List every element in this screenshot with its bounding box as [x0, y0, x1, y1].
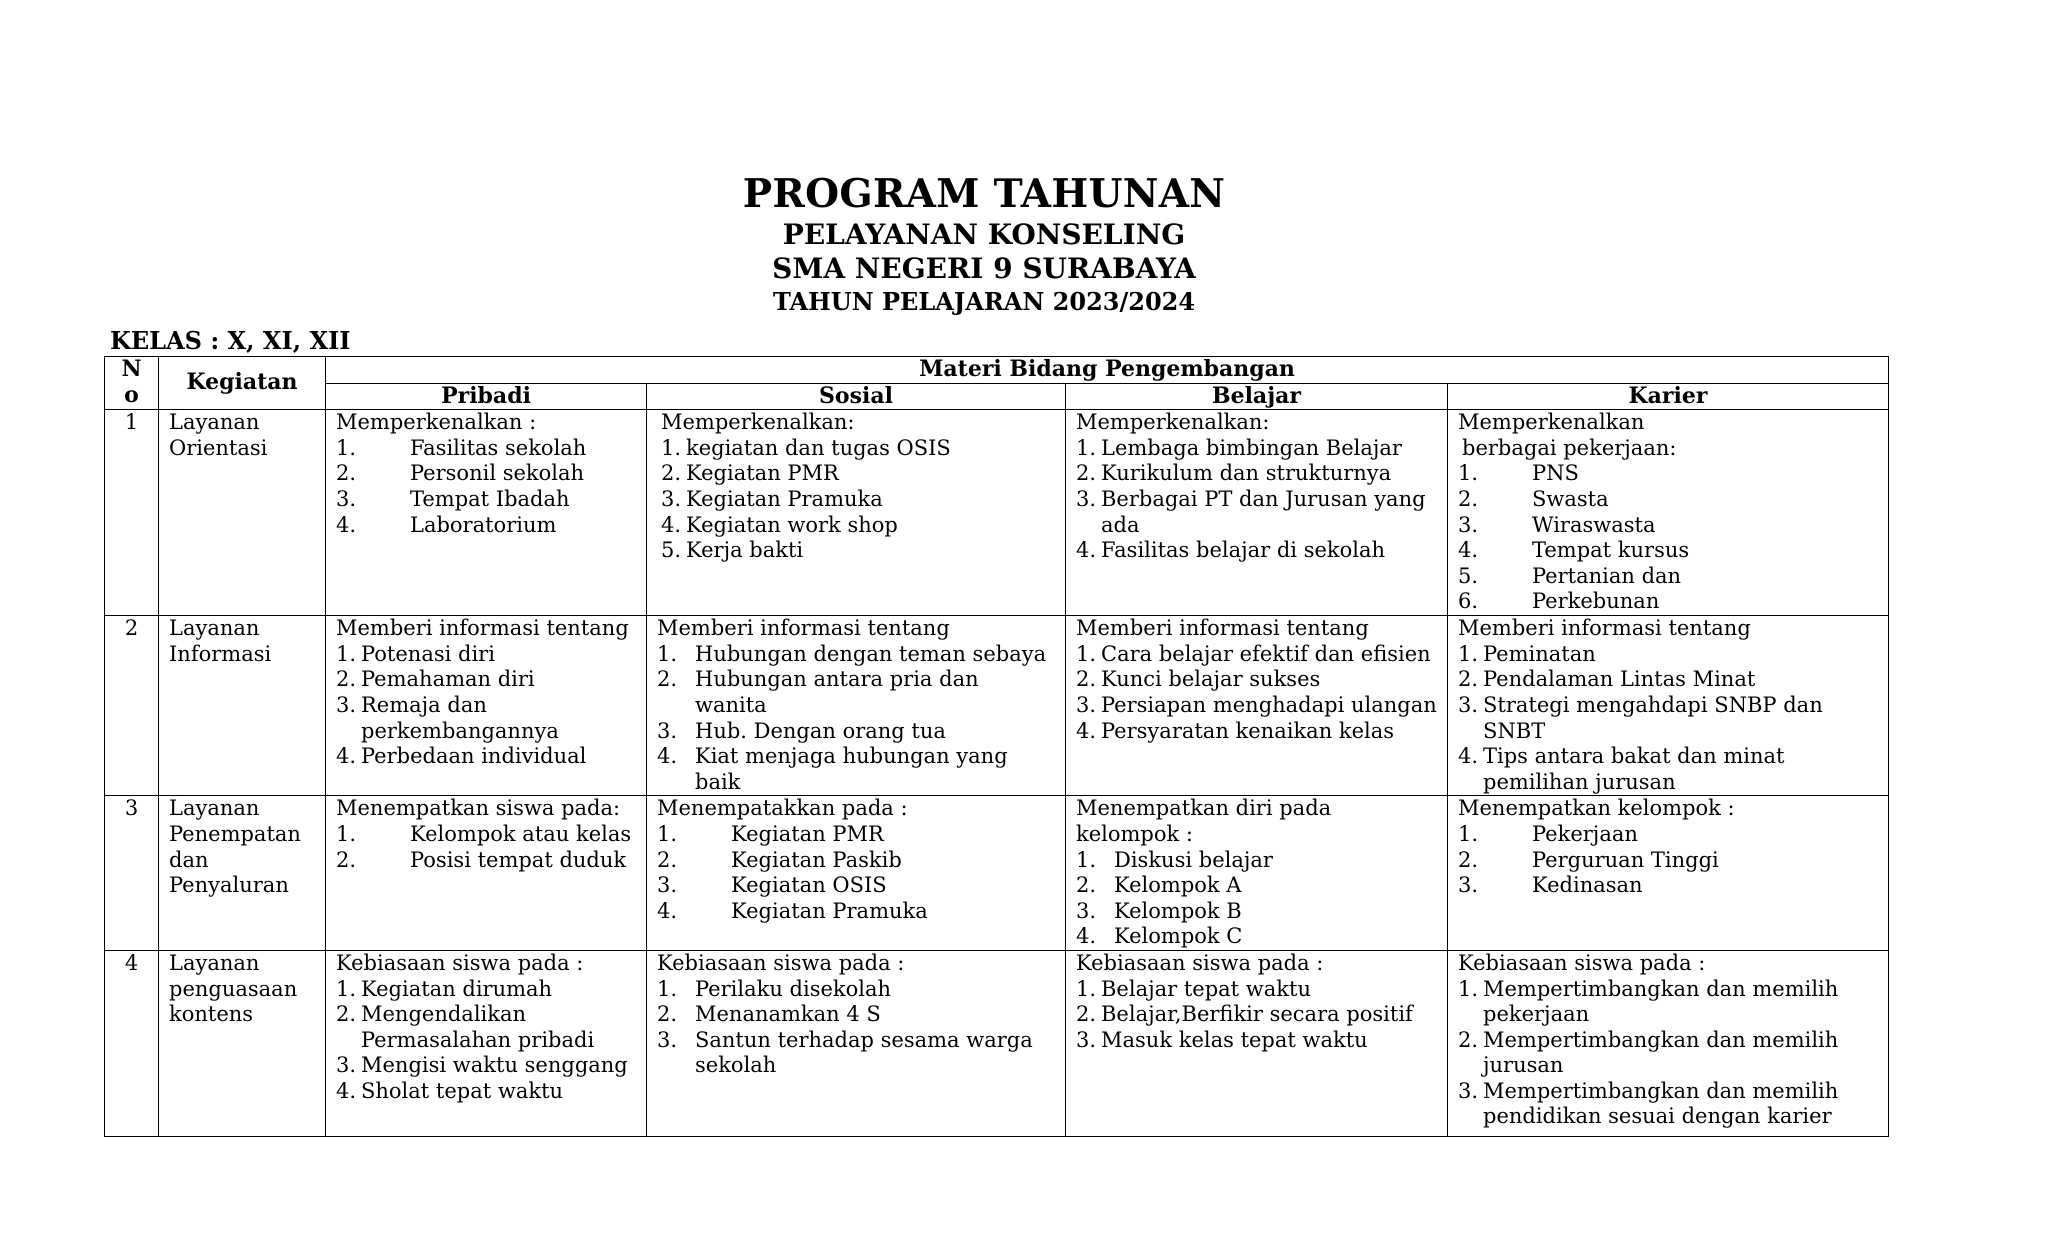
table-row: [105, 950, 1889, 1136]
kelas-label: KELAS : X, XI, XII: [110, 326, 351, 355]
kegiatan-cell: Layanan Orientasi: [159, 410, 326, 616]
row-number: 3: [105, 796, 159, 951]
belajar-cell: Menempatkan diri pada kelompok : 1. Diskusi belajar 2. Kelompok A 3. Kelompok B 4. Kelompok C: [1066, 796, 1448, 951]
program-table: [104, 356, 1889, 1137]
row-number: 1: [105, 410, 159, 616]
table-row: [105, 796, 1889, 951]
header-pribadi: Pribadi: [326, 383, 647, 410]
header-materi-bidang: Materi Bidang Pengembangan: [326, 357, 1889, 384]
kegiatan-cell: Layanan Penempatan dan Penyaluran: [159, 796, 326, 951]
belajar-cell: Memberi informasi tentang 1. Cara belajar efektif dan efisien 2. Kunci belajar sukses 3. Persiapan menghadapi ulangan 4. Persyaratan kenaikan kelas: [1066, 616, 1448, 796]
kegiatan-cell: Layanan penguasaan kontens: [159, 950, 326, 1136]
row-number: 2: [105, 616, 159, 796]
header-karier: Karier: [1448, 383, 1889, 410]
sosial-cell: Memberi informasi tentang 1. Hubungan dengan teman sebaya 2. Hubungan antara pria dan wanita 3. Hub. Dengan orang tua 4. Kiat menjaga hubungan yang baik: [647, 616, 1066, 796]
pribadi-cell: Menempatkan siswa pada: 1. Kelompok atau kelas 2. Posisi tempat duduk: [326, 796, 647, 951]
table-row: [105, 410, 1889, 616]
row-number: 4: [105, 950, 159, 1136]
header-sosial: Sosial: [647, 383, 1066, 410]
belajar-cell: Memperkenalkan: 1. Lembaga bimbingan Belajar 2. Kurikulum dan strukturnya 3. Berbagai PT dan Jurusan yang ada 4. Fasilitas belajar di sekolah: [1066, 410, 1448, 616]
header-no: N o: [105, 357, 159, 410]
belajar-cell: Kebiasaan siswa pada : 1. Belajar tepat waktu 2. Belajar,Berfikir secara positif 3. Masuk kelas tepat waktu: [1066, 950, 1448, 1136]
header-belajar: Belajar: [1066, 383, 1448, 410]
pribadi-cell: Memberi informasi tentang 1. Potenasi diri 2. Pemahaman diri 3. Remaja dan perkembangannya 4. Perbedaan individual: [326, 616, 647, 796]
karier-cell: Kebiasaan siswa pada : 1. Mempertimbangkan dan memilih pekerjaan 2. Mempertimbangkan dan memilih jurusan 3. Mempertimbangkan dan memilih pendidikan sesuai dengan karier: [1448, 950, 1889, 1136]
page-subtitle-school: SMA NEGERI 9 SURABAYA: [772, 252, 1196, 285]
page-subtitle-year: TAHUN PELAJARAN 2023/2024: [772, 287, 1196, 316]
karier-cell: Menempatkan kelompok : 1. Pekerjaan 2. Perguruan Tinggi 3. Kedinasan: [1448, 796, 1889, 951]
document-header: [0, 170, 1968, 318]
sosial-cell: Kebiasaan siswa pada : 1. Perilaku disekolah 2. Menanamkan 4 S 3. Santun terhadap sesama warga sekolah: [647, 950, 1066, 1136]
karier-cell: Memperkenalkan berbagai pekerjaan: 1. PNS 2. Swasta 3. Wiraswasta 4. Tempat kursus 5. Pertanian dan 6. Perkebunan: [1448, 410, 1889, 616]
sosial-cell: Menempatakkan pada : 1. Kegiatan PMR 2. Kegiatan Paskib 3. Kegiatan OSIS 4. Kegiatan Pramuka: [647, 796, 1066, 951]
table-row: [105, 616, 1889, 796]
karier-cell: Memberi informasi tentang 1. Peminatan 2. Pendalaman Lintas Minat 3. Strategi mengahdapi SNBP dan SNBT 4. Tips antara bakat dan minat pemilihan jurusan: [1448, 616, 1889, 796]
pribadi-cell: Kebiasaan siswa pada : 1. Kegiatan dirumah 2. Mengendalikan Permasalahan pribadi 3. Mengisi waktu senggang 4. Sholat tepat waktu: [326, 950, 647, 1136]
page-title: PROGRAM TAHUNAN: [742, 171, 1226, 217]
pribadi-cell: Memperkenalkan : 1. Fasilitas sekolah 2. Personil sekolah 3. Tempat Ibadah 4. Laboratorium: [326, 410, 647, 616]
page-subtitle-service: PELAYANAN KONSELING: [782, 218, 1186, 251]
kegiatan-cell: Layanan Informasi: [159, 616, 326, 796]
sosial-cell: Memperkenalkan: 1. kegiatan dan tugas OSIS 2. Kegiatan PMR 3. Kegiatan Pramuka 4. Kegiatan work shop 5. Kerja bakti: [647, 410, 1066, 616]
header-kegiatan: Kegiatan: [159, 357, 326, 410]
